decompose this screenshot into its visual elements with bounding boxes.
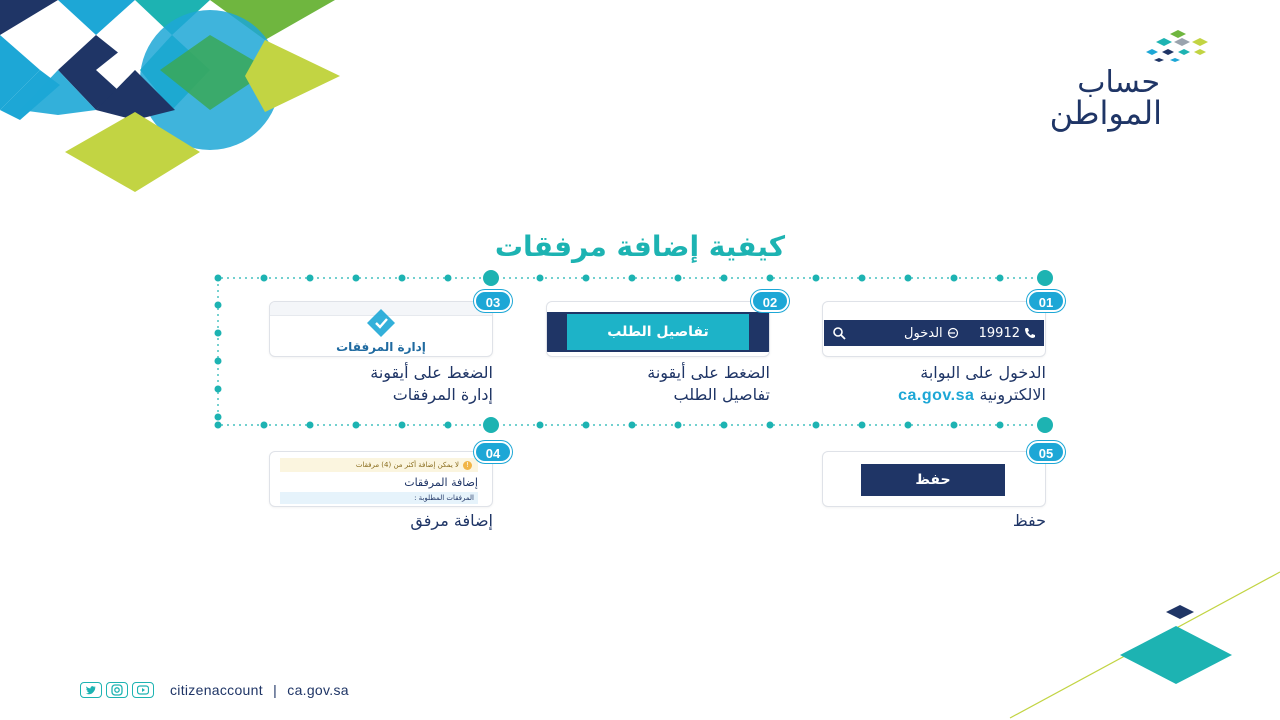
attachment-limit-warning xyxy=(280,458,478,472)
frame-dot xyxy=(721,422,728,429)
phone-group xyxy=(979,326,1036,341)
phone-number: 19912 xyxy=(978,325,1020,341)
frame-dot xyxy=(997,422,1004,429)
step-04-badge: 04 xyxy=(474,441,512,463)
instagram-icon[interactable] xyxy=(106,682,128,698)
step-01-card xyxy=(822,301,1046,357)
frame-dot xyxy=(307,422,314,429)
portal-url-link[interactable]: ca.gov.sa xyxy=(898,387,975,404)
frame-dot xyxy=(583,422,590,429)
frame-dot xyxy=(583,275,590,282)
step-02-badge: 02 xyxy=(751,290,789,312)
page-title: كيفية إضافة مرفقات xyxy=(494,230,786,263)
frame-dot xyxy=(353,275,360,282)
footer xyxy=(80,680,349,700)
footer-separator: | xyxy=(273,682,278,698)
frame-dot xyxy=(951,422,958,429)
step-03-badge: 03 xyxy=(474,290,512,312)
logo-line-2: المواطن xyxy=(1049,94,1162,132)
footer-text xyxy=(170,682,349,698)
frame-dot xyxy=(767,275,774,282)
save-button[interactable]: حفظ xyxy=(861,464,1005,496)
frame-dot xyxy=(859,422,866,429)
step-02-text xyxy=(530,362,770,406)
frame-dot xyxy=(445,422,452,429)
phone-icon xyxy=(1024,327,1036,339)
decorative-bottom-shapes xyxy=(960,560,1280,720)
frame-dot xyxy=(215,302,222,309)
frame-dot xyxy=(215,275,222,282)
step-01-line-2-text: الالكترونية xyxy=(979,385,1046,404)
step-01-line-2 xyxy=(806,384,1046,407)
login-label: الدخول xyxy=(904,325,943,341)
frame-dot xyxy=(859,275,866,282)
step-04-line-1: إضافة مرفق xyxy=(410,511,493,530)
frame-dot xyxy=(307,275,314,282)
frame-dot xyxy=(537,275,544,282)
footer-site-link[interactable]: ca.gov.sa xyxy=(287,682,349,698)
step-03-card xyxy=(269,301,493,357)
frame-dot xyxy=(215,386,222,393)
step-03-line-2: إدارة المرفقات xyxy=(392,385,493,404)
login-link[interactable] xyxy=(904,326,959,341)
frame-dot xyxy=(997,275,1004,282)
step-02-line-2: تفاصيل الطلب xyxy=(673,385,770,404)
request-details-button[interactable]: تفاصيل الطلب xyxy=(567,314,749,350)
portal-header-bar xyxy=(824,320,1044,346)
frame-dot xyxy=(261,422,268,429)
step-05-line-1: حفظ xyxy=(1012,511,1046,530)
search-button[interactable] xyxy=(832,326,846,340)
brand-logo xyxy=(980,30,1220,130)
frame-dot xyxy=(675,422,682,429)
frame-dot xyxy=(215,358,222,365)
manage-attachments-icon[interactable] xyxy=(365,307,397,339)
step-02-line-1: الضغط على أيقونة xyxy=(647,363,770,382)
step-04-card xyxy=(269,451,493,507)
frame-dot xyxy=(767,422,774,429)
add-attachments-title: إضافة المرفقات xyxy=(404,476,478,489)
frame-dot xyxy=(905,275,912,282)
step-05-text xyxy=(806,510,1046,532)
frame-dot xyxy=(951,275,958,282)
login-icon xyxy=(947,327,959,339)
frame-dot xyxy=(629,275,636,282)
frame-dot xyxy=(399,275,406,282)
frame-dot xyxy=(721,275,728,282)
logo-line-1: حساب xyxy=(1077,65,1160,100)
step-01-badge: 01 xyxy=(1027,290,1065,312)
step-01-text xyxy=(806,362,1046,407)
step-05-card xyxy=(822,451,1046,507)
step-05-badge: 05 xyxy=(1027,441,1065,463)
frame-dot xyxy=(261,275,268,282)
step-01-line-1: الدخول على البوابة xyxy=(920,363,1046,382)
frame-dot xyxy=(905,422,912,429)
step-03-line-1: الضغط على أيقونة xyxy=(370,363,493,382)
frame-dot xyxy=(353,422,360,429)
search-icon xyxy=(832,326,846,340)
frame-dot xyxy=(215,414,222,421)
frame-dot xyxy=(813,275,820,282)
frame-dot xyxy=(215,422,222,429)
manage-attachments-label[interactable]: إدارة المرفقات xyxy=(336,340,426,354)
step-03-text xyxy=(253,362,493,406)
social-handle[interactable]: citizenaccount xyxy=(170,682,263,698)
frame-dot xyxy=(629,422,636,429)
frame-dot xyxy=(445,275,452,282)
warning-text: لا يمكن إضافة أكثر من (4) مرفقات xyxy=(355,461,459,469)
step-02-card xyxy=(546,301,770,357)
required-attachments-row: المرفقات المطلوبة : xyxy=(280,492,478,504)
frame-dot xyxy=(537,422,544,429)
youtube-icon[interactable] xyxy=(132,682,154,698)
frame-dot xyxy=(813,422,820,429)
decorative-corner-shapes xyxy=(0,0,345,200)
twitter-icon[interactable] xyxy=(80,682,102,698)
frame-dot xyxy=(399,422,406,429)
frame-dot xyxy=(675,275,682,282)
warning-icon: ! xyxy=(463,461,472,470)
step-04-text xyxy=(253,510,493,532)
frame-dot xyxy=(215,330,222,337)
